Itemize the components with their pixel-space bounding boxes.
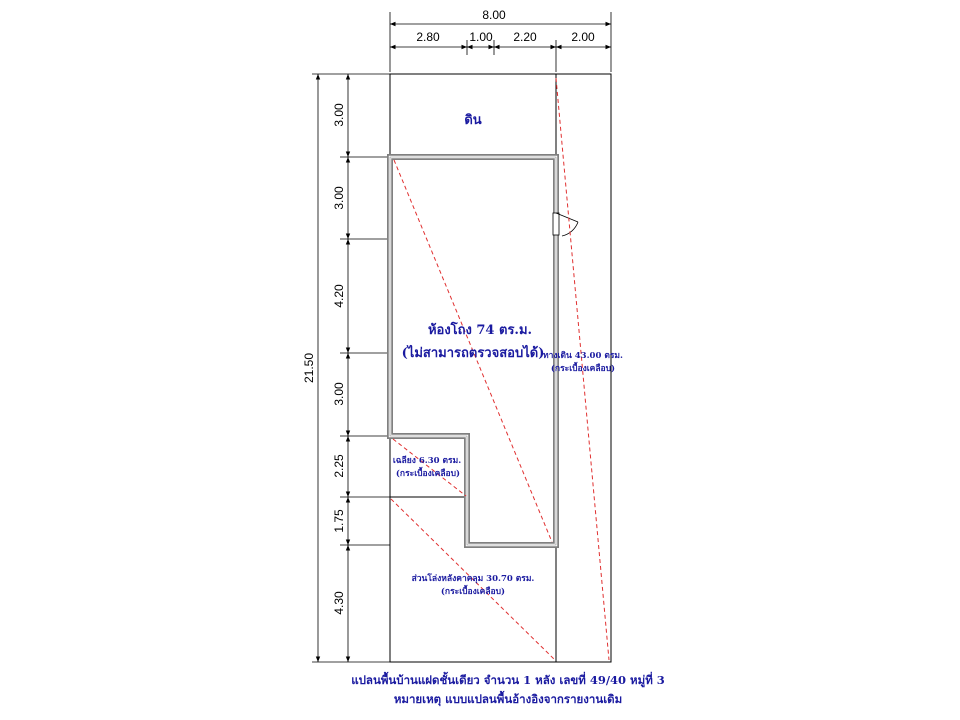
soil-label: ดิน bbox=[464, 113, 482, 128]
dim-left-segment: 2.25 bbox=[332, 454, 346, 478]
dim-left-segment: 4.20 bbox=[332, 284, 346, 308]
dim-top-segment: 2.80 bbox=[416, 30, 440, 44]
dim-top-segment: 2.00 bbox=[571, 30, 595, 44]
veranda-label-line1: เฉลียง 6.30 ตรม. bbox=[392, 456, 462, 466]
dim-left-segment: 3.00 bbox=[332, 382, 346, 406]
caption-line1: แปลนพื้นบ้านแฝดชั้นเดียว จำนวน 1 หลัง เลขที่ 49/40 หมู่ที่ 3 bbox=[351, 673, 665, 687]
rear-roof-label-line1: ส่วนโล่งหลังคาคลุม 30.70 ตรม. bbox=[411, 574, 535, 584]
rear-roof-label-line2: (กระเบื้องเคลือบ) bbox=[440, 587, 506, 597]
door-symbol bbox=[553, 213, 578, 236]
dim-top-segment: 2.20 bbox=[513, 30, 537, 44]
side-walkway-label-line1: ทางเดิน 43.00 ตรม. bbox=[543, 351, 623, 361]
dim-top-segment: 1.00 bbox=[469, 30, 493, 44]
left-dimensions bbox=[312, 74, 390, 662]
dim-left-total: 21.50 bbox=[302, 352, 316, 384]
dim-left-segment: 3.00 bbox=[332, 186, 346, 210]
dim-left-segment: 4.30 bbox=[332, 591, 346, 615]
dim-left-segment: 1.75 bbox=[332, 509, 346, 533]
hall-label-line1: ห้องโถง 74 ตร.ม. bbox=[427, 323, 533, 338]
dim-top-total: 8.00 bbox=[482, 8, 506, 22]
veranda-label-line2: (กระเบื้องเคลือบ) bbox=[395, 469, 461, 479]
side-walkway-label-line2: (กระเบื้องเคลือบ) bbox=[550, 364, 616, 374]
caption-line2: หมายเหตุ แบบแปลนพื้นอ้างอิงจากรายงานเดิม bbox=[393, 692, 623, 706]
dim-left-segment: 3.00 bbox=[332, 103, 346, 127]
hall-label-line2: (ไม่สามารถตรวจสอบได้) bbox=[401, 346, 545, 361]
